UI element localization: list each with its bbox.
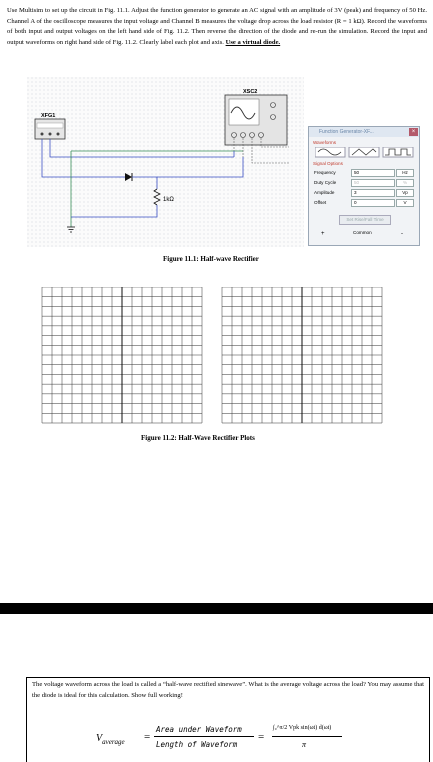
circuit-schematic	[27, 77, 304, 247]
common-terminal[interactable]: Common	[353, 230, 372, 235]
fg-title: Function Generator-XF...	[319, 129, 374, 135]
figure-2-caption: Figure 11.2: Half-Wave Rectifier Plots	[141, 434, 255, 442]
lhs-symbol: V	[96, 733, 103, 744]
question-text: The voltage waveform across the load is called a “half-wave rectified sinewave”. What is the average voltage across the load? You may assume that the diode is ideal for this calculation. Show full working!	[32, 681, 424, 699]
resistor-label: 1kΩ	[163, 197, 174, 203]
waveform-buttons	[315, 147, 415, 158]
xsc-label: XSC2	[243, 89, 258, 95]
frequency-label: Frequency	[314, 170, 336, 175]
duty-cycle-unit[interactable]: %	[396, 179, 414, 187]
frequency-row	[314, 170, 414, 177]
minus-terminal[interactable]: -	[401, 231, 403, 237]
sine-wave-button[interactable]	[315, 147, 345, 157]
duty-cycle-input[interactable]: 50	[351, 179, 395, 187]
left-plot-grid	[42, 287, 202, 423]
equals-sign-2: =	[258, 731, 265, 743]
fraction-numerator: Area under Waveform	[156, 725, 242, 734]
fg-title-bar[interactable]	[309, 127, 419, 137]
offset-row	[314, 200, 414, 207]
plot-grids-svg	[40, 287, 385, 427]
question-box	[26, 677, 430, 762]
page-divider-bar	[0, 603, 433, 614]
right-plot-grid	[222, 287, 382, 423]
fraction-bar-2	[272, 736, 342, 737]
frequency-unit[interactable]: Hz	[396, 169, 414, 177]
amplitude-row	[314, 190, 414, 197]
square-wave-button[interactable]	[383, 147, 413, 157]
instructions-paragraph	[7, 6, 427, 48]
amplitude-unit[interactable]: Vp	[396, 189, 414, 197]
integral-numerator: ∫₀^π/2 Vpk sin(ωt) d(ωt)	[273, 725, 332, 731]
fraction-denominator: Length of Waveform	[156, 740, 238, 749]
waveforms-label: Waveforms	[313, 140, 337, 145]
duty-cycle-row	[314, 180, 414, 187]
lhs-subscript: average	[102, 738, 125, 746]
frequency-input[interactable]: 50	[351, 169, 395, 177]
integral-denominator: π	[302, 740, 307, 749]
offset-input[interactable]: 0	[351, 199, 395, 207]
fraction-bar-1	[154, 736, 254, 737]
xfg-label: XFG1	[41, 113, 56, 119]
equals-sign-1: =	[144, 731, 151, 743]
function-generator-symbol[interactable]	[35, 119, 65, 139]
figure-1-caption: Figure 11.1: Half-wave Rectifier	[163, 255, 259, 263]
close-icon[interactable]: ×	[409, 128, 418, 136]
offset-label: Offset	[314, 200, 327, 205]
offset-unit[interactable]: V	[396, 199, 414, 207]
instructions-text: Use Multisim to set up the circuit in Fig. 11.1. Adjust the function generator to generate an AC signal with an amplitude of 3V (peak) and frequency of 50 Hz. Channel A of the oscilloscope measures the input voltage and Channel B measures the voltage drop across the load resistor (R = 1 kΩ). Record the waveforms of both input and output voltages on the left hand side of Fig. 11.2. Then reverse the direction of the diode and re-run the simulation. Record the input and output waveforms on right hand side of Fig. 11.2. Clearly label each plot and axis.	[7, 7, 427, 46]
equation-lhs	[96, 733, 125, 746]
amplitude-input[interactable]: 3	[351, 189, 395, 197]
function-generator-panel	[308, 126, 420, 246]
set-rise-fall-time-button[interactable]: Set Rise/Fall Time	[339, 215, 391, 225]
blank-plot-grids	[40, 287, 385, 432]
schematic-drawing	[27, 77, 304, 247]
triangle-wave-button[interactable]	[349, 147, 379, 157]
instructions-emphasis: Use a virtual diode.	[225, 38, 281, 46]
amplitude-label: Amplitude	[314, 190, 335, 195]
duty-cycle-label: Duty Cycle	[314, 180, 337, 185]
signal-options-label: Signal Options	[313, 161, 343, 166]
plus-terminal[interactable]: +	[321, 231, 325, 237]
